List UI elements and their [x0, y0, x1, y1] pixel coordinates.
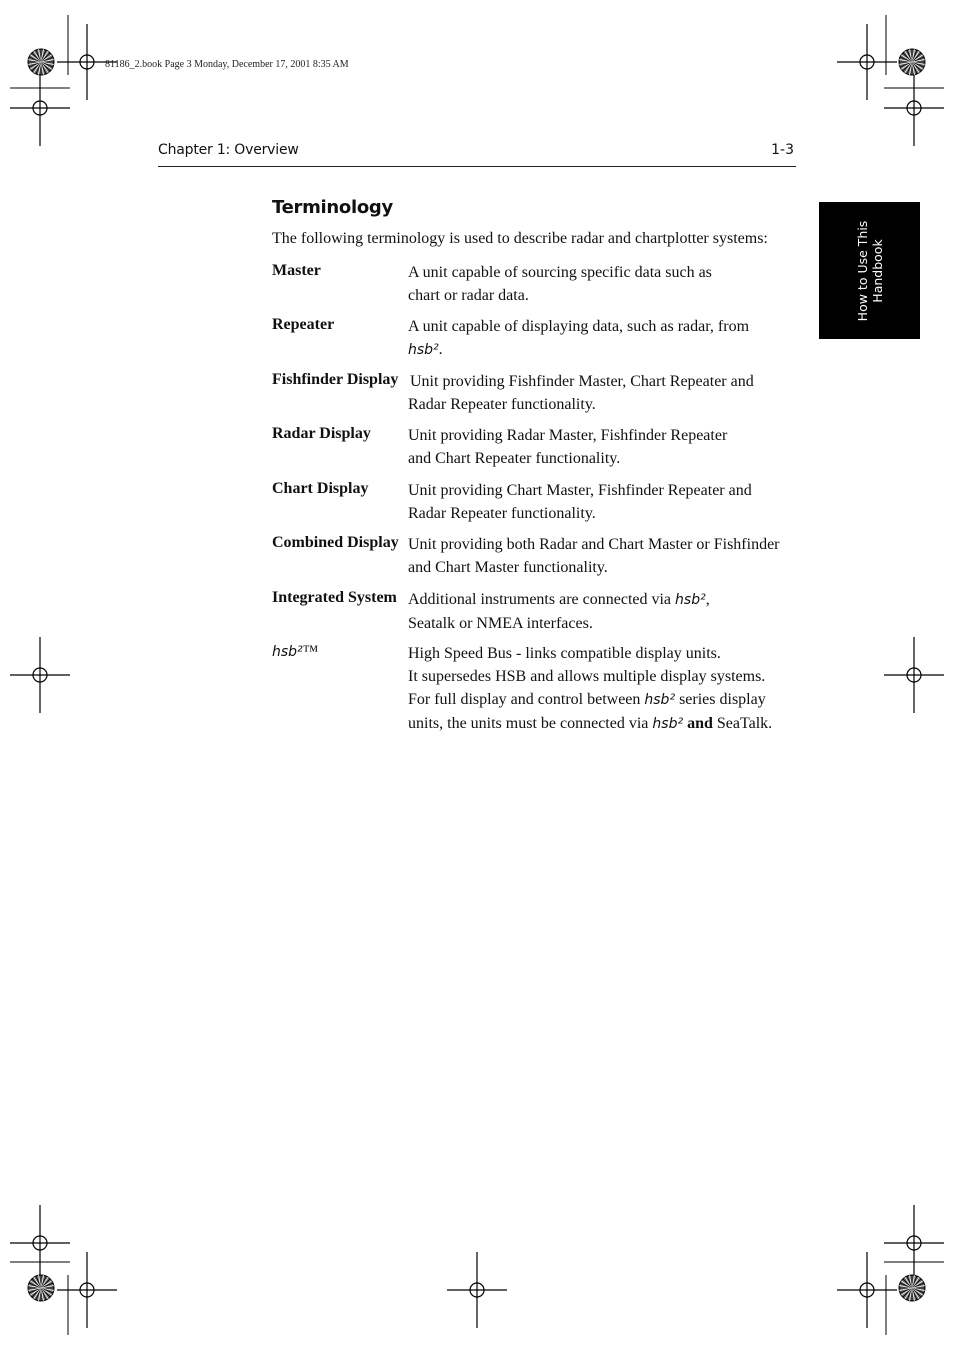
section-title: Terminology	[272, 197, 393, 218]
definition-combined-display: Unit providing both Radar and Chart Master or Fishfinder and Chart Master functionality.	[408, 536, 780, 576]
side-tab	[819, 202, 920, 339]
definition-repeater: A unit capable of displaying data, such as radar, from hsb².	[408, 318, 750, 358]
term-combined-display: Combined Display	[272, 534, 399, 551]
definition-integrated-system: Additional instruments are connected via hsb², Seatalk or NMEA interfaces.	[408, 591, 710, 632]
term-master: Master	[272, 262, 321, 279]
definition-master: A unit capable of sourcing specific data such as chart or radar data.	[408, 264, 712, 304]
term-integrated-system: Integrated System	[272, 589, 397, 606]
definition-radar-display: Unit providing Radar Master, Fishfinder Repeater and Chart Repeater functionality.	[408, 427, 728, 467]
definition-fishfinder-display: Unit providing Fishfinder Master, Chart Repeater and Radar Repeater functionality.	[408, 373, 754, 413]
term-fishfinder-display: Fishfinder Display	[272, 371, 399, 388]
running-header	[158, 142, 796, 167]
term-chart-display: Chart Display	[272, 480, 369, 497]
side-tab-label: How to Use This Handbook	[854, 220, 885, 321]
term-repeater: Repeater	[272, 316, 335, 333]
print-slug: 81186_2.book Page 3 Monday, December 17, 2001 8:35 AM	[105, 59, 349, 70]
term-radar-display: Radar Display	[272, 425, 371, 442]
chapter-label: Chapter 1: Overview	[158, 142, 299, 158]
definition-chart-display: Unit providing Chart Master, Fishfinder Repeater and Radar Repeater functionality.	[408, 482, 752, 522]
definition-hsb2: High Speed Bus - links compatible display units. It supersedes HSB and allows multiple display systems. For full display and control between hsb² series display units, the units must be connected via hsb² and SeaTalk.	[408, 645, 773, 732]
term-hsb2: hsb²™	[272, 643, 319, 660]
intro-paragraph: The following terminology is used to describe radar and chartplotter systems:	[272, 230, 768, 247]
page-number: 1-3	[771, 142, 794, 158]
